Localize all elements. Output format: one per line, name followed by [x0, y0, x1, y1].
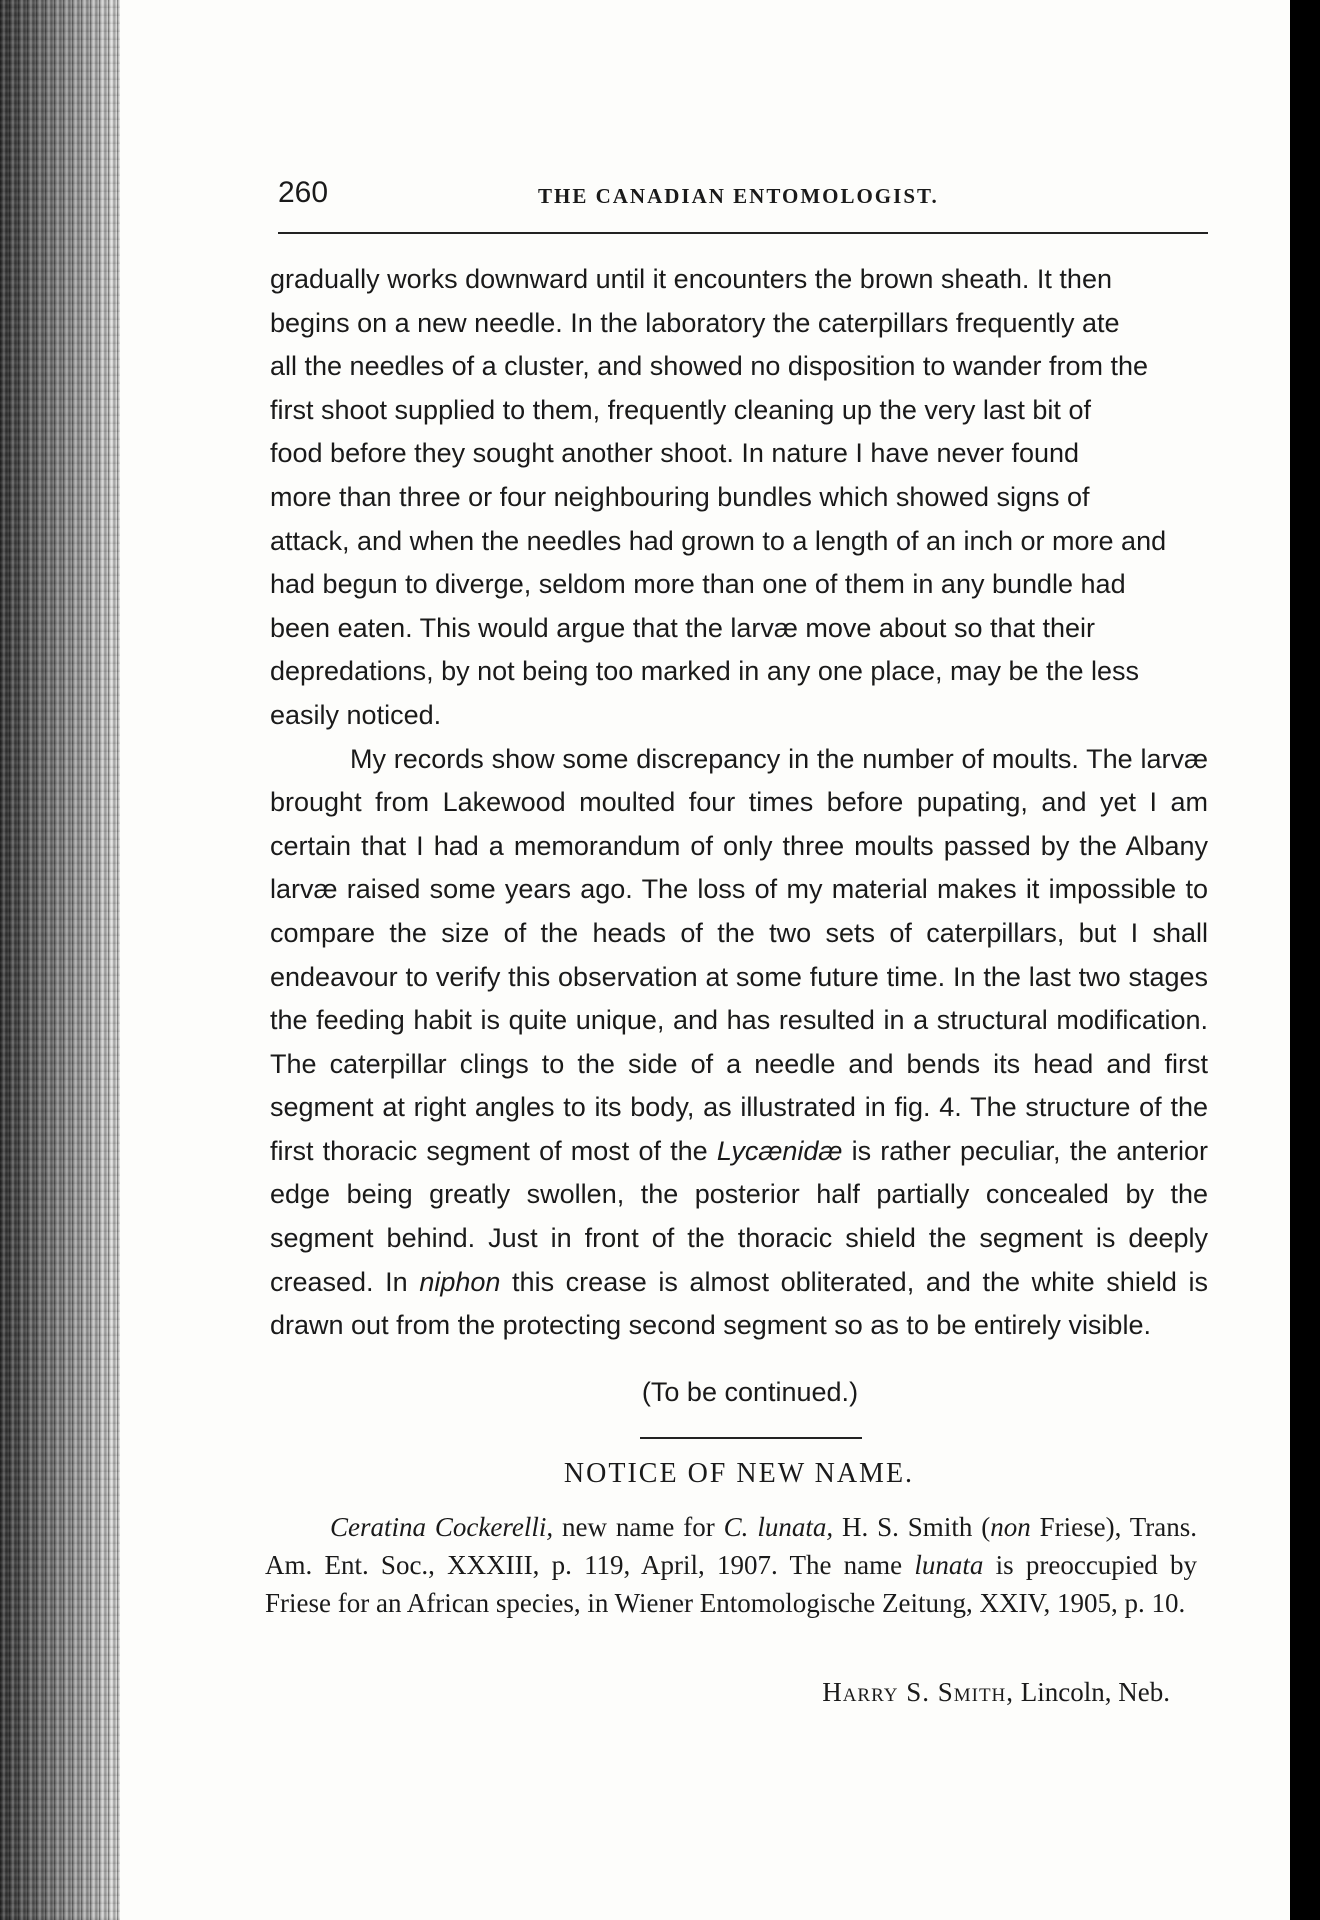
page-binding-edge	[0, 0, 120, 1920]
paragraph-1	[270, 258, 1208, 738]
text-line: gradually works downward until it encounters the brown sheath. It then	[270, 264, 1112, 294]
text-line: had begun to diverge, seldom more than one of them in any bundle had	[270, 569, 1126, 600]
author-name: Harry S. Smith,	[822, 1677, 1015, 1707]
notice-paragraph	[265, 1508, 1197, 1622]
author-location: Lincoln, Neb.	[1020, 1677, 1170, 1707]
to-be-continued: (To be continued.)	[641, 1377, 859, 1407]
header-rule	[278, 232, 1208, 234]
text-line: depredations, by not being too marked in any one place, may be the less	[270, 656, 1140, 687]
text-line: begins on a new needle. In the laboratory the caterpillars frequently ate	[270, 307, 1120, 338]
notice-text-1: new name for	[562, 1512, 715, 1542]
text-line: been eaten. This would argue that the larvæ move about so that their	[270, 612, 1096, 643]
notice-text-2: H. S. Smith (	[841, 1512, 991, 1542]
paragraph-2-text-b: is rather peculiar, the anterior edge being greatly swollen, the posterior half partially concealed by the segment behind. Just in front of the thoracic shield the segment is deeply creased. In	[270, 1135, 1208, 1297]
scan-border	[1290, 0, 1320, 1920]
text-line: easily noticed.	[270, 699, 442, 730]
notice-text-4: is preoccupied by Friese for an African species, in Wiener Entomologische Zeitung, XXIV, 1905, p. 10.	[265, 1550, 1198, 1618]
notice-body	[265, 1508, 1197, 1622]
page-number: 260	[278, 176, 329, 209]
page-header	[278, 176, 1208, 226]
text-line: food before they sought another shoot. In nature I have never found	[270, 438, 1080, 469]
taxon-lycaenidae: Lycænidæ	[716, 1135, 843, 1166]
text-line: attack, and when the needles had grown to a length of an inch or more and	[270, 525, 1167, 556]
notice-title: NOTICE OF NEW NAME.	[563, 1458, 915, 1489]
running-head: THE CANADIAN ENTOMOLOGIST.	[538, 184, 939, 208]
paragraph-2-text-a: My records show some discrepancy in the number of moults. The larvæ brought from Lakewood moulted four times before pupating, and yet I am certain that I had a memorandum of only three moults passed by the Albany larvæ raised some years ago. The loss of my material makes it impossible to compare the size of the heads of the two sets of caterpillars, but I shall endeavour to verify this observation at some future time. In the last two stages the feeding habit is quite unique, and has resulted in a structural modification. The caterpillar clings to the side of a needle and bends its head and first segment at right angles to its body, as illustrated in fig. 4. The structure of the first thoracic segment of most of the	[270, 743, 1208, 1166]
section-divider	[640, 1437, 862, 1439]
species-niphon: niphon	[419, 1266, 501, 1297]
text-line: first shoot supplied to them, frequently cleaning up the very last bit of	[270, 394, 1091, 425]
text-line: more than three or four neighbouring bundles which showed signs of	[270, 481, 1090, 512]
notice-text-3: Friese), Trans. Am. Ent. Soc., XXXIII, p. 119, April, 1907. The name	[265, 1512, 1198, 1580]
paragraph-2	[270, 738, 1208, 1348]
new-species-name: Ceratina Cockerelli,	[330, 1512, 554, 1542]
non-word: non	[990, 1512, 1031, 1542]
lunata-word: lunata	[914, 1550, 984, 1580]
signature	[822, 1677, 1170, 1708]
text-line: all the needles of a cluster, and showed no disposition to wander from the	[270, 351, 1149, 382]
paragraph-2-text-c: this crease is almost obliterated, and the white shield is drawn out from the protecting second segment so as to be entirely visible.	[270, 1266, 1208, 1341]
article-body	[270, 258, 1208, 1348]
old-species-name: C. lunata,	[723, 1512, 834, 1542]
